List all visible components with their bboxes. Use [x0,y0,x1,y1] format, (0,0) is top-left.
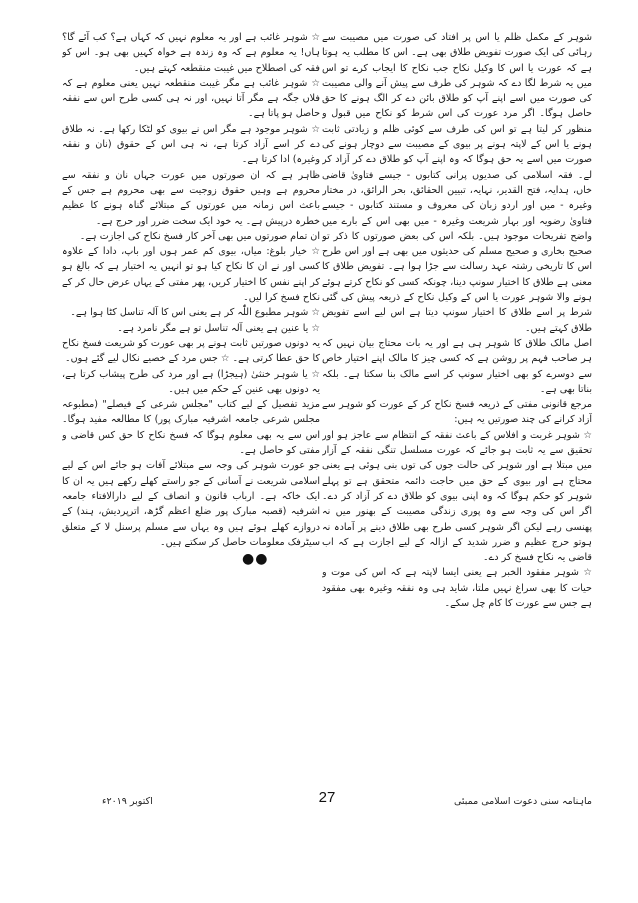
right-column-text: شوہر کے مکمل ظلم یا اس پر افتاد کی صورت میں مصیبت سے رہائی کی ایک صورت تفویض طلاق بھی ہے۔ اس کا مطلب یہ ہوتا ہے کہ عورت یا اس کا وکیل نکاح جب نکاح کا ایجاب کرے تو اس میں یہ شرط لگا دے کہ شوہر کی طرف سے پیش آنے والی مصیبت کی صورت میں اسے اپنے آپ کو طلاق بائن دے کر الگ ہونے کا حق حاصل ہوگا۔ اگر مرد عورت کی اس شرط کو نکاح میں قبول و منظور کر لیتا ہے تو اس کی طرف سے کوئی ظلم و زیادتی ثابت ہونے یا اس کے لاپتہ ہونے پر بیوی کے مصیبت سے دوچار ہونے کی صورت میں اسے یہ حق ہوگا کہ وہ اپنے آپ کو طلاق دے کر آزاد کر لے۔ فقہ اسلامی کی صدیوں پرانی کتابوں - جیسے فتاویٰ قاضی خاں، ہدایہ، فتح القدیر، نہایہ، تبیین الحقائق، بحر الرائق، در مختار وغیرہ - میں اور اردو زبان کی معروف و مستند کتابوں - جیسے فتاویٰ رضویہ اور بہار شریعت وغیرہ - میں بھی اس کے بارے میں واضح تفریحات موجود ہیں۔ بلکہ اس کی بعض صورتوں کا ذکر تو صحیح بخاری و صحیح مسلم کی حدیثوں میں بھی ہے اور اس طرح اس کا تاریخی رشتہ عہد رسالت سے جڑا ہوا ہے۔ تفویض طلاق کا معنی ہے طلاق کا اختیار سونپ دینا، چونکہ کسی کو نکاح کرتے ہوئے ہونے والا شوہر عورت یا اس کے وکیل نکاح کے ذریعہ پیش کی گئی شرط پر اسے طلاق کا اختیار سونپ دیتا ہے اس لیے اسے تفویض طلاق کہتے ہیں۔ اصل مالک طلاق کا شوہر ہی ہے اور یہ بات محتاج بیان نہیں کہ ہر صاحب فہم پر روشن ہے کہ کسی چیز کا مالک اپنے اختیار خاص سے دوسرے کو بھی اختیار سونپ کر اسے مالک بنا سکتا ہے۔ بلکہ بناتا بھی ہے۔ مرجع قانونی مفتی کے ذریعہ فسخ نکاح کر کے عورت کو شوہر سے آزاد کرانے کی چند صورتیں یہ ہیں: ☆ شوہر غربت و افلاس کے باعث نفقہ کے انتظام سے عاجز ہو اور تحقیق سے یہ ثابت ہو جائے کہ عورت مسلسل تنگی نفقہ کے آزار میں مبتلا ہے اور شوہر کی حالت جوں کی توں بنی ہوئی ہے یعنی محتاج ہے اور بیوی کے حق میں حاجت دائمہ متحقق ہے تو پہلے شوہر کو حکم ہوگا کہ وہ اپنی بیوی کو طلاق دے کر آزاد کر دے۔ اگر اس کی وجہ سے وہ پوری زندگی مصیبت کے بھنور میں نہ پھنسی رہے لیکن اگر شوہر کسی طرح بھی طلاق دینے پر آمادہ نہ ہوتو حرج عظیم و ضرر شدید کے ازالہ کے لیے اجازت ہے کہ اب قاضی یہ نکاح فسخ کر دے۔ ☆ شوہر مفقود الخبر ہے یعنی ایسا لاپتہ ہے کہ اس کی موت و حیات کا بھی سراغ نہیں ملتا، شاید ہی وہ نفقہ وغیرہ بھی مفقود ہے جس سے عورت کا کام چل سکے۔ [322,32,592,609]
magazine-name: ماہنامہ سنی دعوت اسلامی ممبئی [453,796,592,807]
right-column [322,30,592,740]
end-bullets: ●● [242,551,269,568]
left-column-text: ☆ شوہر غائب ہے اور یہ معلوم نہیں کہ کہاں ہے؟ کب آئے گا؟ ہاں! یہ معلوم ہے کہ وہ زندہ ہے خواہ کہیں بھی ہو۔ اس کو فقہ کی اصطلاح میں غیبت منقطعہ کہتے ہیں۔ ☆ شوہر غائب ہے مگر غیبت منقطعہ نہیں یعنی معلوم ہے کہ فلاں جگہ ہے مگر آتا نہیں، اور نہ ہی کسی طرح اس سے نفقہ حاصل ہو پاتا ہے۔ ☆ شوہر موجود ہے مگر اس نے بیوی کو لٹکا رکھا ہے۔ نہ طلاق دے کر اسے آزاد کرتا ہے، نہ ہی اس کے حقوق (نان و نفقہ وغیرہ) ادا کرتا ہے۔ ظاہر ہے کہ ان صورتوں میں عورت جہاں نان و نفقہ سے محروم ہے وہیں حقوق زوجیت سے بھی محروم ہے جس کے باعث اس زمانہ میں عورتوں کے مبتلائے گناہ ہونے کا عظیم خطرہ درپیش ہے۔ یہ خود ایک سخت ضرر اور حرج ہے۔ ان تمام صورتوں میں بھی آخر کار فسخ نکاح کی اجازت ہے۔ ☆ خیار بلوغ: میاں، بیوی کم عمر ہوں اور باپ، دادا کے علاوہ کسی اور نے ان کا نکاح کیا ہو تو انہیں یہ اختیار ہے کہ بالغ ہو کر اپنے نفس کا اختیار کریں، پھر مفتی کے یہاں عرض حال کر کے نکاح فسخ کرا لیں۔ ☆ شوہر مطبوع اللّٰہ کر ہے یعنی اس کا آلہ تناسل کٹا ہوا ہے۔ ☆ یا عنین ہے یعنی آلہ تناسل تو ہے مگر نامرد ہے۔ یہ دونوں صورتیں ثابت ہونے پر بھی عورت کو شریعت فسخ نکاح کا حق عطا کرتی ہے۔ ☆ جس مرد کے خصیے نکال لیے گئے ہوں۔ ☆ یا شوہر خنثیٰ (ہیجڑا) ہے اور مرد کی طرح پیشاب کرتا ہے، یہ دونوں بھی عنین کے حکم میں ہیں۔ مزید تفصیل کے لیے کتاب "مجلس شرعی کے فیصلے" (مطبوعہ مجلس شرعی جامعہ اشرفیہ مبارک پور) کا مطالعہ مفید ہوگا۔ اس سے یہ بھی معلوم ہوگا کہ فسخ نکاح کا حق کس قاضی و مفتی کو حاصل ہے۔ جو عورت شوہر کی وجہ سے مبتلائے آفات ہو جائے اس کے لیے اسلامی شریعت نے آسانی کے جو راستے کھلے رکھے ہیں یہ ان کا ایک خاکہ ہے۔ ارباب قانون و انصاف کے لیے دارالافتاء جامعہ اشرفیہ (قصبہ مبارک پور ضلع اعظم گڑھ، اترپردیش، ہند) کے دروازے کھلے ہوئے ہیں وہ یہاں سے مسلم پرسنل لا کے متعلق سیٹرفک معلومات حاصل کر سکتے ہیں۔ [62,32,320,548]
page-footer [62,788,592,818]
issue-date: اکتوبر ۲۰۱۹ء [102,796,153,807]
left-column [62,30,320,740]
page-number: 27 [318,789,336,806]
